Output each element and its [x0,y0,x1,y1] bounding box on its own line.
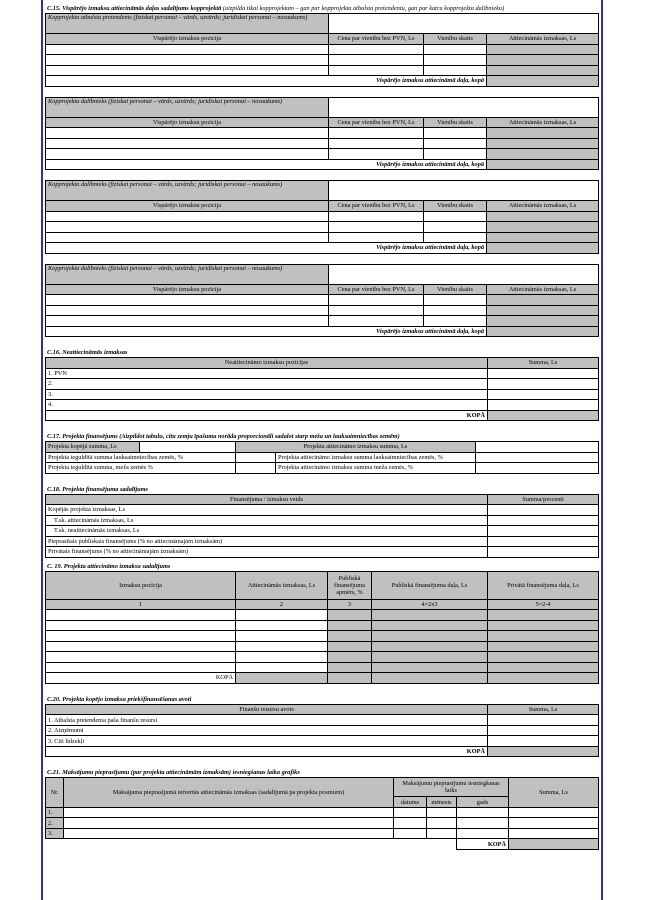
c21-total-spacer [64,839,394,850]
c15-row-position[interactable] [46,65,329,76]
c17-eligible-cost-label: Projekta attiecināmo izmaksu summa, Ls [236,442,476,453]
c19-col-private: Privātā finansējuma daļa, Ls [488,571,599,599]
c15-row-price[interactable] [329,295,424,306]
c15-col-eligible: Attiecināmās izmaksas, Ls [487,201,599,212]
c21-col-nr: Nr. [46,778,64,808]
c15-col-position: Vispārējo izmaksu pozīcija [46,34,329,45]
c15-row-units[interactable] [424,305,487,316]
c15-total-label: Vispārējo izmaksu attiecināmā daļa, kopā [46,243,487,254]
c19-num-3: 3 [328,599,372,610]
c19-row-public [372,662,488,673]
c15-col-units: Vienību skaits [424,284,487,295]
c15-row-position[interactable] [46,316,329,327]
c21-row-date[interactable] [394,807,427,818]
c17-eligible-cost-value[interactable] [476,442,599,453]
c15-row-units[interactable] [424,65,487,76]
c21-total-label: KOPĀ [457,839,509,850]
c17-total-cost-value[interactable] [140,442,236,453]
c17-inv-agri-label: Projekta ieguldītā summa lauksaimniecības zemēs, % [46,452,236,463]
c19-row-position[interactable] [46,620,236,631]
c19-row-rate [328,641,372,652]
c15-row-position[interactable] [46,128,329,139]
c16-col-position: Neattiecināmo izmaksu pozīcijas [46,358,488,369]
c16-row-sum[interactable] [488,389,599,400]
c16-title: C.16. Neattiecināmās izmaksas [47,349,128,357]
c21-row-costs[interactable] [64,828,394,839]
c15-row-eligible [487,211,599,222]
c15-blocks [45,13,599,337]
c21-row-sum[interactable] [509,828,599,839]
c17-elig-forest-label: Projekta attiecināmo izmaksu summa meža zemēs, % [276,463,476,474]
c20-col-sum: Summa, Ls [488,704,599,715]
c20-row-label: 2. Aizņēmumi [46,725,488,736]
c21-total-spacer [394,839,427,850]
c15-col-price: Cena par vienību bez PVN, Ls [329,201,424,212]
c19-num-1: 1 [46,599,236,610]
c15-row-eligible [487,305,599,316]
c18-row-value[interactable] [488,526,599,537]
c15-party-label: Kopprojekta dalībnieks (fiziskai personai – vārds, uzvārds; juridiskai personai – nosaukums) [46,264,329,284]
c15-row-price[interactable] [329,138,424,149]
c20-row-label: 3. Citi līdzekļi [46,736,488,747]
c15-row-position[interactable] [46,149,329,160]
c20-row-sum[interactable] [488,715,599,726]
c19-row-position[interactable] [46,652,236,663]
c19-total-cell [488,673,599,684]
c15-row-position[interactable] [46,295,329,306]
c15-row-price[interactable] [329,55,424,66]
c21-col-date: datums [394,797,427,808]
c15-row-eligible [487,128,599,139]
c19-row-eligible[interactable] [236,631,328,642]
c15-total-value [487,326,599,337]
c15-party-name[interactable] [329,181,599,201]
c15-row-eligible [487,232,599,243]
c19-col-eligible: Attiecināmās izmaksas, Ls [236,571,328,599]
c15-block [45,97,599,171]
c15-title [47,5,599,12]
c17-elig-agri-value[interactable] [476,452,599,463]
c19-row-public [372,641,488,652]
c17-inv-forest-value[interactable] [236,463,276,474]
c15-total-label: Vispārējo izmaksu attiecināmā daļa, kopā [46,76,487,87]
c17-title: C.17. Projekta finansējums (Aizpildot tabulu, citu zemju īpašuma norāda proporcionāli sadalot starp meža un lauksaimniecības zemēm) [47,433,400,441]
c21-row-costs[interactable] [64,818,394,829]
c21-row-year[interactable] [457,807,509,818]
c16-row-sum[interactable] [488,400,599,411]
c21-col-month: mēnesis [427,797,457,808]
c15-total-value [487,159,599,170]
c15-block [45,264,599,338]
c19-col-public: Publiskā finansējuma daļa, Ls [372,571,488,599]
c15-col-units: Vienību skaits [424,201,487,212]
c15-col-eligible: Attiecināmās izmaksas, Ls [487,117,599,128]
c19-row-rate [328,620,372,631]
c18-col-sum: Summa/procenti [488,494,599,505]
c15-block [45,13,599,87]
c15-row-units[interactable] [424,128,487,139]
c21-row-costs[interactable] [64,807,394,818]
c19-row-private [488,641,599,652]
c19-total-cell [328,673,372,684]
c19-row-private [488,620,599,631]
c17-elig-agri-label: Projekta attiecināmo izmaksu summa lauksaimniecības zemēs, % [276,452,476,463]
c15-row-price[interactable] [329,65,424,76]
c18-row-label: T.sk. neattiecināmās izmaksas, Ls [46,526,488,537]
c19-num-5: 5=2-4 [488,599,599,610]
c19-col-position: Izmaksu pozīcija [46,571,236,599]
c17-elig-forest-value[interactable] [476,463,599,474]
c15-row-price[interactable] [329,222,424,233]
c15-row-eligible [487,65,599,76]
c20-table [45,704,599,758]
c15-col-price: Cena par vienību bez PVN, Ls [329,117,424,128]
c15-row-position[interactable] [46,138,329,149]
c20-row-label: 1. Atbalsta pretendenta paša finanšu resursi [46,715,488,726]
c19-rows [46,610,599,673]
c21-row-year[interactable] [457,828,509,839]
c20-total-label: KOPĀ [46,746,488,757]
c16-row-label: 4. [46,400,488,411]
c15-title-text: C.15. Vispārējo izmaksu attiecināmās daļas sadalījums kopprojektā [47,5,222,12]
c19-row-public [372,620,488,631]
page-border-right [601,0,603,900]
c15-row-eligible [487,149,599,160]
form-sheet [45,5,599,850]
c15-row-position[interactable] [46,232,329,243]
c15-col-position: Vispārējo izmaksu pozīcija [46,201,329,212]
c15-row-units[interactable] [424,55,487,66]
c21-row-month[interactable] [427,807,457,818]
c15-total-value [487,76,599,87]
c15-col-position: Vispārējo izmaksu pozīcija [46,284,329,295]
c15-row-eligible [487,138,599,149]
c16-row-sum[interactable] [488,379,599,390]
c21-row-nr: 2. [46,818,64,829]
c16-row-label: 2. [46,379,488,390]
c19-table [45,571,599,684]
c18-row-label: T.sk. attiecināmās izmaksas, Ls [46,515,488,526]
c19-num-4: 4=2x3 [372,599,488,610]
c15-block [45,180,599,254]
c18-col-type: Finansējuma / izmaksu veids [46,494,488,505]
c15-total-value [487,243,599,254]
c19-row-position[interactable] [46,662,236,673]
c19-row-public [372,610,488,621]
c18-title: C.18. Projekta finansējuma sadalījums [47,485,148,493]
c19-row-position[interactable] [46,631,236,642]
c15-row-units[interactable] [424,211,487,222]
c21-total-sum [509,839,599,850]
c21-total-spacer [46,839,64,850]
c16-row-sum[interactable] [488,368,599,379]
c15-row-units[interactable] [424,44,487,55]
c20-total-sum [488,746,599,757]
c18-row-label: Pieprasītais publiskais finansējums (% no attiecināmajām izmaksām) [46,536,488,547]
c19-row-position[interactable] [46,610,236,621]
c18-table [45,494,599,558]
c19-total-cell [236,673,328,684]
c19-total-label: KOPĀ [46,673,236,684]
c21-row-year[interactable] [457,818,509,829]
c17-inv-forest-label: Projekta ieguldītā summa, meža zemēs % [46,463,236,474]
c16-total-sum [488,410,599,421]
c16-table [45,357,599,421]
c21-row-date[interactable] [394,818,427,829]
c21-row-sum[interactable] [509,807,599,818]
c15-party-name[interactable] [329,97,599,117]
c15-row-eligible [487,55,599,66]
c15-row-units[interactable] [424,149,487,160]
c15-row-units[interactable] [424,138,487,149]
c19-row-rate [328,652,372,663]
c15-row-eligible [487,295,599,306]
c19-row-eligible[interactable] [236,620,328,631]
c19-row-rate [328,662,372,673]
c21-col-time: Maksājumu pieprasījumu iesniegšanas laiks [394,778,509,797]
c18-row-value[interactable] [488,505,599,516]
c15-row-units[interactable] [424,295,487,306]
c20-title: C.20. Projekta kopējo izmaksu priekšfinansēšanas avoti [47,695,192,703]
c21-row-nr: 1. [46,807,64,818]
c15-row-units[interactable] [424,222,487,233]
c20-row-sum[interactable] [488,736,599,747]
c19-row-eligible[interactable] [236,641,328,652]
page-border-left [41,0,43,900]
c19-row-public [372,631,488,642]
c19-row-eligible[interactable] [236,662,328,673]
c18-row-label: Kopējās projekta izmaksas, Ls [46,505,488,516]
c15-col-eligible: Attiecināmās izmaksas, Ls [487,34,599,45]
c21-col-year: gads [457,797,509,808]
c18-row-label: Privātais finansējums (% no attiecināmajām izmaksām) [46,547,488,558]
c21-col-sum: Summa, Ls [509,778,599,808]
c15-col-units: Vienību skaits [424,117,487,128]
c21-title: C.21. Maksājumu pieprasījumu (par projekta attiecināmām izmaksām) iesniegšanas laika grafiks [47,769,300,777]
c15-row-units[interactable] [424,232,487,243]
c16-row-label: 3. [46,389,488,400]
c15-party-label: Kopprojekta dalībnieks (fiziskai personai – vārds, uzvārds; juridiskai personai – nosaukums) [46,181,329,201]
c15-party-label: Kopprojekta dalībnieks (fiziskai personai – vārds, uzvārds; juridiskai personai – nosaukums) [46,97,329,117]
c21-col-costs: Maksājuma pieprasījumā ietvertās attiecināmās izmaksas (sadalījumā pa projekta posmiem) [64,778,394,808]
c18-row-value[interactable] [488,515,599,526]
c15-row-position[interactable] [46,305,329,316]
c15-col-price: Cena par vienību bez PVN, Ls [329,284,424,295]
c16-col-sum: Summa, Ls [488,358,599,369]
c15-total-label: Vispārējo izmaksu attiecināmā daļa, kopā [46,159,487,170]
c15-row-position[interactable] [46,55,329,66]
c21-row-month[interactable] [427,828,457,839]
c21-table [45,777,599,850]
c19-row-position[interactable] [46,641,236,652]
c19-row-public [372,652,488,663]
c15-col-units: Vienību skaits [424,34,487,45]
c19-row-private [488,610,599,621]
c15-col-position: Vispārējo izmaksu pozīcija [46,117,329,128]
c19-total-cell [372,673,488,684]
c20-col-source: Finanšu resursu avots [46,704,488,715]
c19-row-rate [328,631,372,642]
c15-col-price: Cena par vienību bez PVN, Ls [329,34,424,45]
c15-row-price[interactable] [329,305,424,316]
c15-row-price[interactable] [329,316,424,327]
c15-row-eligible [487,44,599,55]
c19-row-private [488,652,599,663]
c15-row-price[interactable] [329,211,424,222]
c15-row-price[interactable] [329,44,424,55]
c20-row-sum[interactable] [488,725,599,736]
c17-table [45,441,599,474]
c15-row-position[interactable] [46,222,329,233]
c15-row-price[interactable] [329,149,424,160]
c19-col-rate: Publiskā finansējuma apmērs, % [328,571,372,599]
c15-col-eligible: Attiecināmās izmaksas, Ls [487,284,599,295]
c19-title: C. 19. Projekta attiecināmo izmaksu sadalījums [47,562,171,570]
c15-party-name[interactable] [329,14,599,34]
c19-row-private [488,631,599,642]
c18-row-value[interactable] [488,536,599,547]
c21-row-date[interactable] [394,828,427,839]
c19-row-private [488,662,599,673]
c17-total-cost-label: Projekta kopējā summa, Ls [46,442,140,453]
c15-row-eligible [487,316,599,327]
c17-inv-agri-value[interactable] [236,452,276,463]
c16-row-label: 1. PVN [46,368,488,379]
c21-total-spacer [427,839,457,850]
c15-party-name[interactable] [329,264,599,284]
c19-row-eligible[interactable] [236,652,328,663]
c19-row-eligible[interactable] [236,610,328,621]
c15-row-position[interactable] [46,211,329,222]
c15-row-price[interactable] [329,128,424,139]
c15-party-label: Kopprojekta atbalsta pretendents (fiziskai personai – vārds, uzvārds; juridiskai personai – nosaukums) [46,14,329,34]
c15-subtitle: (aizpilda tikai kopprojektam – gan par kopprojekta atbalsta pretendentu, gan par katru kopprojekta dalībnieku) [222,5,505,12]
c19-num-2: 2 [236,599,328,610]
c21-row-nr: 3. [46,828,64,839]
c21-row-month[interactable] [427,818,457,829]
c16-total-label: KOPĀ [46,410,488,421]
c18-row-value[interactable] [488,547,599,558]
c21-row-sum[interactable] [509,818,599,829]
c15-row-units[interactable] [424,316,487,327]
c15-row-eligible [487,222,599,233]
c15-total-label: Vispārējo izmaksu attiecināmā daļa, kopā [46,326,487,337]
c15-row-position[interactable] [46,44,329,55]
c15-row-price[interactable] [329,232,424,243]
c19-row-rate [328,610,372,621]
